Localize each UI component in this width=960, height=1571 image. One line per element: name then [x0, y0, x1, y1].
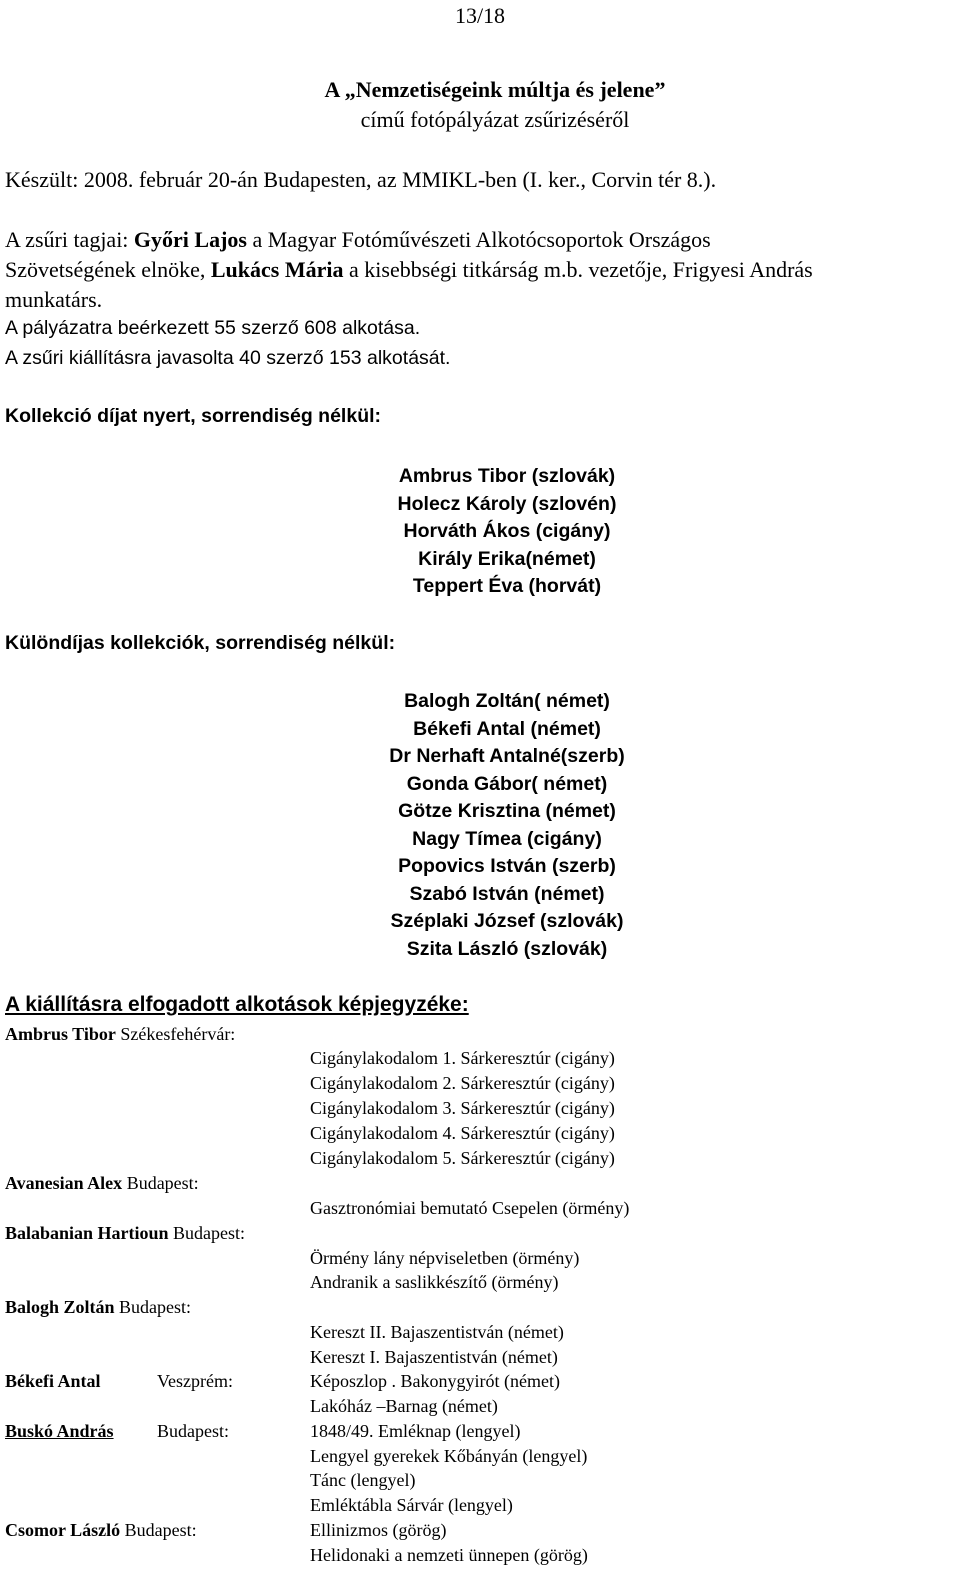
work-title: Képoszlop . Bakonygyirót (német)	[310, 1371, 560, 1391]
jury-text: a Magyar Fotóművészeti Alkotócsoportok Országos	[246, 227, 711, 252]
artist-city: Székesfehérvár:	[120, 1024, 236, 1044]
work-title: Kereszt I. Bajaszentistván (német)	[310, 1347, 558, 1367]
catalog-artist	[5, 1173, 199, 1194]
list-item: Szabó István (német)	[409, 882, 605, 905]
artist-city: Budapest:	[126, 1173, 199, 1193]
list-item: Balogh Zoltán( német)	[404, 690, 610, 712]
jury-line-1	[5, 227, 711, 253]
catalog-artist	[5, 1024, 235, 1045]
artist-name: Balogh Zoltán	[5, 1297, 115, 1317]
catalog-artist	[5, 1297, 191, 1318]
collection-prize-list	[27, 463, 960, 601]
work-title: 1848/49. Emléknap (lengyel)	[310, 1421, 521, 1441]
artist-name: Csomor László	[5, 1520, 121, 1540]
catalog-artist	[5, 1371, 101, 1392]
work-title: Cigánylakodalom 4. Sárkeresztúr (cigány)	[310, 1123, 615, 1143]
list-item: Király Erika(német)	[418, 547, 596, 570]
work-title: Lakóház –Barnag (német)	[310, 1396, 498, 1416]
meeting-info: Készült: 2008. február 20-án Budapesten, az MMIKL-ben (I. ker., Corvin tér 8.).	[5, 167, 717, 192]
list-item: Teppert Éva (horvát)	[412, 575, 602, 597]
artist-name: Buskó András	[5, 1421, 114, 1441]
work-title: Emléktábla Sárvár (lengyel)	[310, 1495, 513, 1515]
list-item: Dr Nerhaft Antalné(szerb)	[389, 745, 625, 767]
accepted-count: A zsűri kiállításra javasolta 40 szerző 153 alkotását.	[5, 347, 451, 369]
entries-count: A pályázatra beérkezett 55 szerző 608 alkotása.	[5, 317, 421, 339]
work-title: Lengyel gyerekek Kőbányán (lengyel)	[310, 1446, 588, 1466]
list-item: Nagy Tímea (cigány)	[412, 827, 602, 850]
artist-city: Budapest:	[157, 1421, 229, 1441]
list-item: Holecz Károly (szlovén)	[397, 492, 617, 515]
artist-city: Budapest:	[124, 1520, 197, 1540]
artist-city: Veszprém:	[157, 1371, 233, 1391]
jury-line-2	[5, 257, 813, 283]
catalog-heading: A kiállításra elfogadott alkotások képjegyzéke:	[5, 993, 469, 1016]
special-prize-heading: Különdíjas kollekciók, sorrendiség nélkül:	[5, 632, 396, 654]
jury-text: a kisebbségi titkárság m.b. vezetője, Frigyesi András	[343, 257, 813, 282]
page-number: 13/18	[454, 3, 506, 28]
artist-city: Budapest:	[173, 1223, 246, 1243]
jury-member-name: Győri Lajos	[133, 227, 247, 252]
list-item: Popovics István (szerb)	[398, 855, 616, 877]
artist-name: Avanesian Alex	[5, 1173, 123, 1193]
jury-text: Szövetségének elnöke,	[5, 257, 211, 282]
document-subtitle: című fotópályázat zsűrizéséről	[360, 107, 630, 132]
work-title: Tánc (lengyel)	[310, 1470, 416, 1490]
jury-text: A zsűri tagjai:	[5, 227, 134, 252]
list-item: Gonda Gábor( német)	[406, 772, 608, 795]
work-title: Cigánylakodalom 2. Sárkeresztúr (cigány)	[310, 1073, 615, 1093]
list-item: Békefi Antal (német)	[413, 717, 601, 740]
catalog-artist	[5, 1421, 114, 1442]
artist-name: Ambrus Tibor	[5, 1024, 116, 1044]
list-item: Széplaki József (szlovák)	[390, 910, 624, 932]
special-prize-list	[27, 688, 960, 963]
catalog-artist	[5, 1520, 197, 1541]
catalog-artist	[5, 1223, 245, 1244]
list-item: Horváth Ákos (cigány)	[403, 520, 611, 542]
jury-line-3: munkatárs.	[5, 287, 103, 312]
list-item: Szita László (szlovák)	[406, 937, 608, 960]
collection-prize-heading: Kollekció díjat nyert, sorrendiség nélkül:	[5, 405, 382, 427]
list-item: Götze Krisztina (német)	[398, 800, 616, 822]
work-title: Kereszt II. Bajaszentistván (német)	[310, 1322, 564, 1342]
work-title: Cigánylakodalom 1. Sárkeresztúr (cigány)	[310, 1048, 615, 1068]
work-title: Andranik a saslikkészítő (örmény)	[310, 1272, 559, 1292]
work-title: Cigánylakodalom 3. Sárkeresztúr (cigány)	[310, 1098, 615, 1118]
artist-city: Budapest:	[119, 1297, 192, 1317]
work-title: Ellinizmos (görög)	[310, 1520, 447, 1540]
work-title: Cigánylakodalom 5. Sárkeresztúr (cigány)	[310, 1148, 615, 1168]
jury-member-name: Lukács Mária	[210, 257, 344, 282]
artist-name: Békefi Antal	[5, 1371, 101, 1391]
work-title: Gasztronómiai bemutató Csepelen (örmény)	[310, 1198, 630, 1218]
list-item: Ambrus Tibor (szlovák)	[398, 465, 616, 487]
artist-name: Balabanian Hartioun	[5, 1223, 169, 1243]
work-title: Örmény lány népviseletben (örmény)	[310, 1248, 580, 1268]
document-title: A „Nemzetiségeink múltja és jelene”	[324, 77, 666, 102]
work-title: Helidonaki a nemzeti ünnepen (görög)	[310, 1545, 588, 1565]
